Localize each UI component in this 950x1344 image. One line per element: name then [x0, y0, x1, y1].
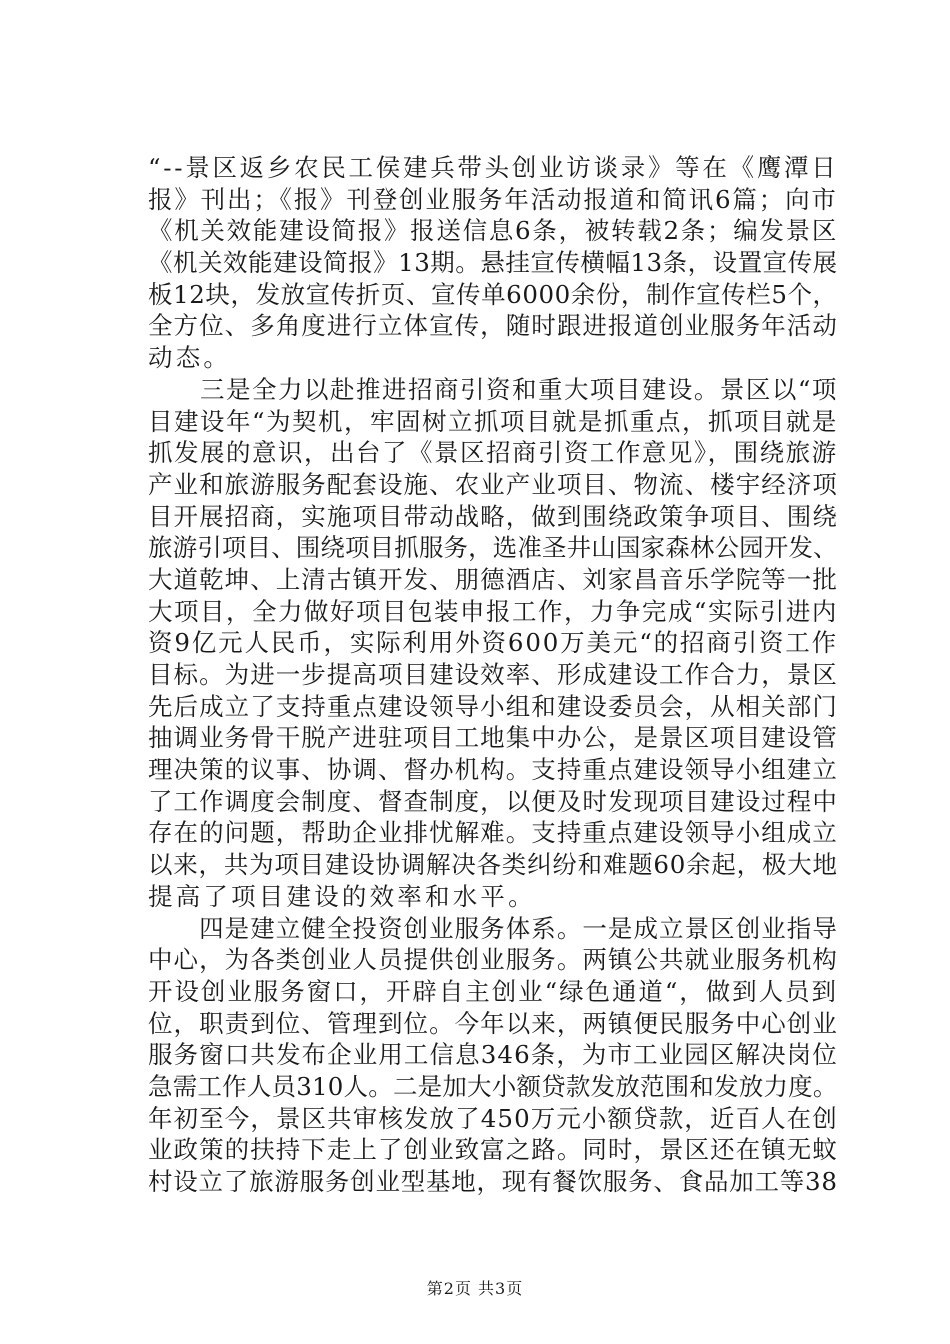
text-line: “--景区返乡农民工侯建兵带头创业访谈录》等在《鹰潭日: [148, 153, 839, 182]
document-body: [148, 152, 839, 1198]
page-number-label: 第2页 共3页: [426, 1279, 524, 1298]
text-line: 抓发展的意识，出台了《景区招商引资工作意见》，围绕旅游: [148, 438, 838, 468]
text-line: 目开展招商，实施项目带动战略，做到围绕政策争项目、围绕: [148, 501, 838, 531]
text-line: 目标。为进一步提高项目建设效率、形成建设工作合力，景区: [148, 660, 838, 689]
text-line: 四是建立健全投资创业服务体系。一是成立景区创业指导: [148, 913, 838, 943]
text-line: 开设创业服务窗口，开辟自主创业“绿色通道“，做到人员到: [148, 976, 838, 1006]
text-line: 抽调业务骨干脱产进驻项目工地集中办公，是景区项目建设管: [148, 723, 838, 753]
text-line: 三是全力以赴推进招商引资和重大项目建设。景区以“项: [148, 374, 838, 404]
text-line: 业政策的扶持下走上了创业致富之路。同时，景区还在镇无蚊: [148, 1135, 838, 1165]
page-footer: [0, 1279, 950, 1299]
text-line: 以来，共为项目建设协调解决各类纠纷和难题60余起，极大地: [148, 850, 838, 880]
text-line: 理决策的议事、协调、督办机构。支持重点建设领导小组建立: [148, 755, 838, 785]
text-line: 资9亿元人民币，实际利用外资600万美元“的招商引资工作: [148, 628, 838, 658]
text-line: 全方位、多角度进行立体宣传，随时跟进报道创业服务年活动: [148, 311, 838, 341]
text-line: 年初至今，景区共审核发放了450万元小额贷款，近百人在创: [148, 1103, 838, 1133]
text-line: 急需工作人员310人。二是加大小额贷款发放范围和发放力度。: [148, 1071, 838, 1101]
text-line: 存在的问题，帮助企业排忧解难。支持重点建设领导小组成立: [148, 818, 838, 848]
text-line: 《机关效能建设简报》13期。悬挂宣传横幅13条，设置宣传展: [148, 248, 838, 278]
text-line: 目建设年“为契机，牢固树立抓项目就是抓重点，抓项目就是: [148, 406, 838, 436]
text-line: 了工作调度会制度、督查制度，以便及时发现项目建设过程中: [148, 786, 838, 816]
text-line: 旅游引项目、围绕项目抓服务，选准圣井山国家森林公园开发、: [148, 533, 838, 563]
text-line: 报》刊出；《报》刊登创业服务年活动报道和简讯6篇；向市: [148, 184, 838, 214]
text-line: 产业和旅游服务配套设施、农业产业项目、物流、楼宇经济项: [148, 469, 838, 499]
text-line: 大道乾坤、上清古镇开发、朋德酒店、刘家昌音乐学院等一批: [148, 564, 838, 594]
text-line: 村设立了旅游服务创业型基地，现有餐饮服务、食品加工等38: [148, 1167, 838, 1196]
text-line: 大项目，全力做好项目包装申报工作，力争完成“实际引进内: [148, 596, 838, 626]
text-line: 板12块，发放宣传折页、宣传单6000余份，制作宣传栏5个，: [148, 279, 838, 309]
text-line: 先后成立了支持重点建设领导小组和建设委员会，从相关部门: [148, 691, 838, 721]
text-line: 中心，为各类创业人员提供创业服务。两镇公共就业服务机构: [148, 945, 838, 975]
text-line: 动态。: [148, 343, 232, 373]
text-line: 《机关效能建设简报》报送信息6条，被转载2条；编发景区: [148, 216, 839, 246]
text-line: 提高了项目建设的效率和水平。: [148, 881, 536, 911]
text-line: 服务窗口共发布企业用工信息346条，为市工业园区解决岗位: [148, 1040, 838, 1070]
text-line: 位，职责到位、管理到位。今年以来，两镇便民服务中心创业: [148, 1008, 838, 1038]
